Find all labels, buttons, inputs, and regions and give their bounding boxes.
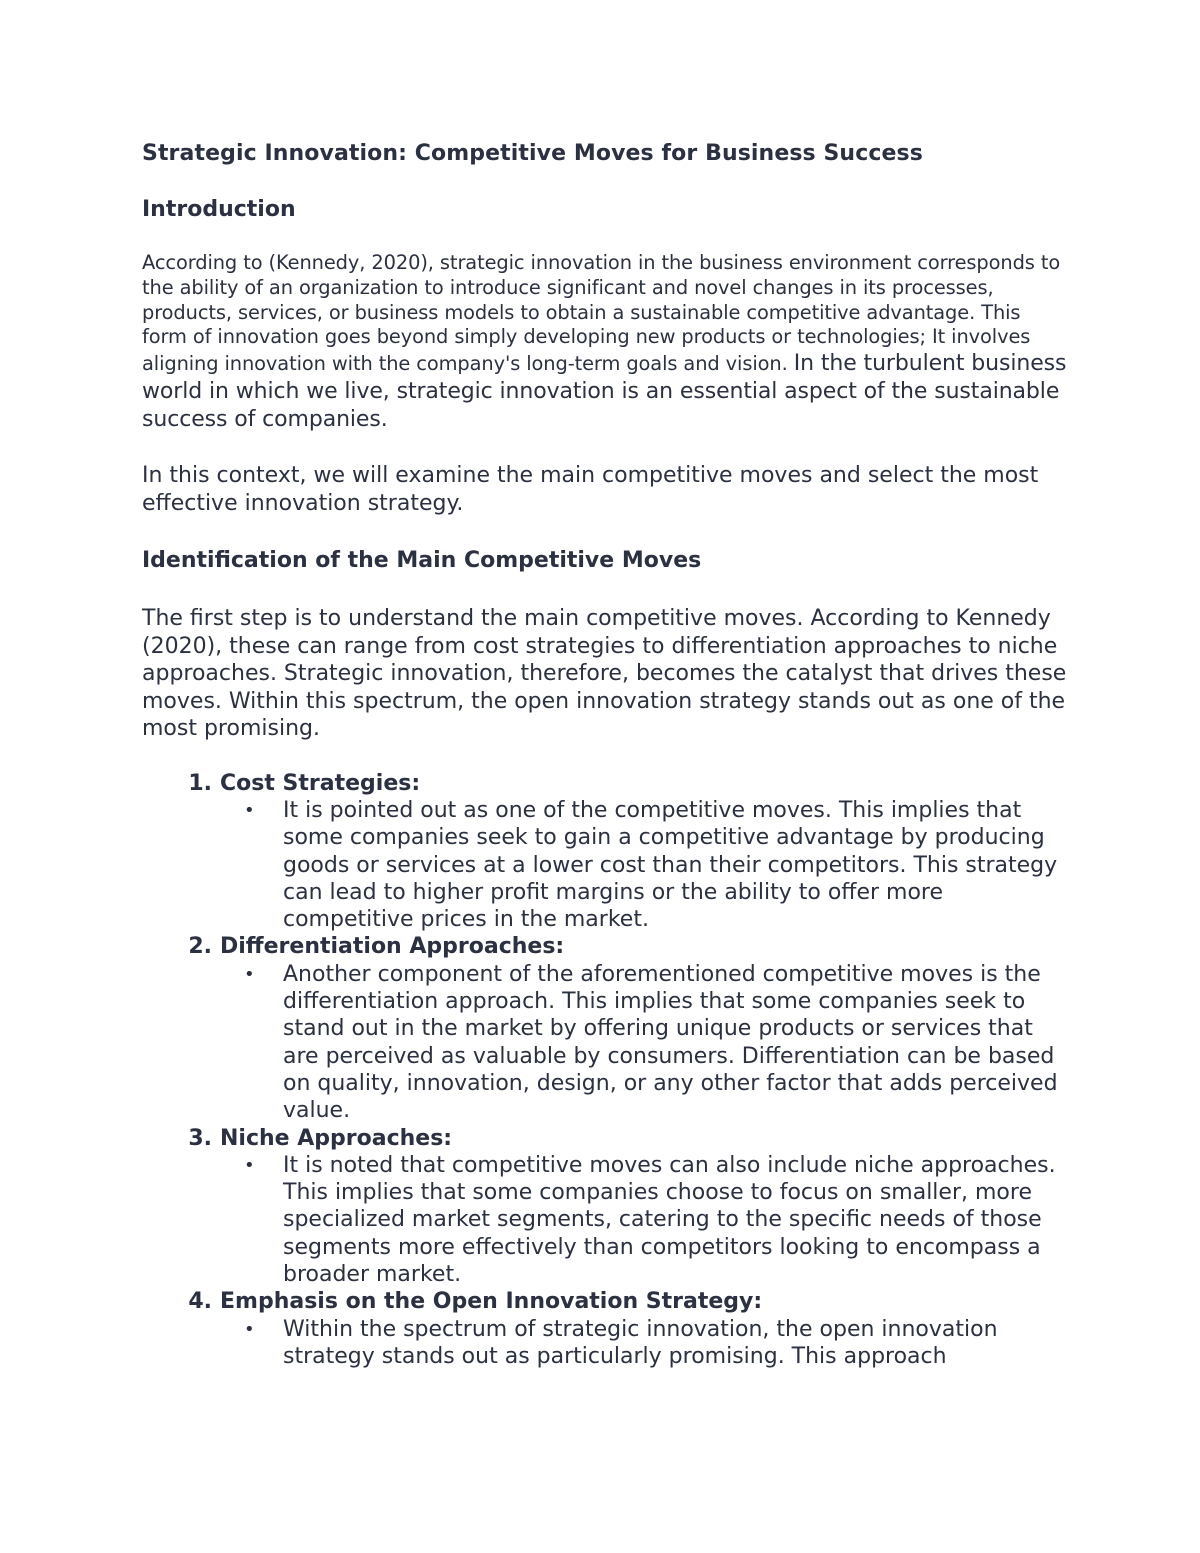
context-paragraph: In this context, we will examine the main competitive moves and select the most effective innovation strategy. xyxy=(142,463,1039,516)
sub-list xyxy=(142,961,1067,1125)
sub-list-item xyxy=(142,1316,1067,1371)
sub-list-item xyxy=(142,961,1067,1125)
sub-list-item xyxy=(142,797,1067,933)
list-item-title: Niche Approaches: xyxy=(220,1125,453,1151)
identification-paragraph: The first step is to understand the main competitive moves. According to Kennedy (2020), these can range from cost strategies to differentiation approaches to niche approaches. Strategic innovation, therefore, becomes the catalyst that drives these moves. Within this spectrum, the open innovation strategy stands out as one of the most promising. xyxy=(142,606,1067,742)
list-number: 3. xyxy=(188,1125,212,1151)
bullet-icon: • xyxy=(244,1318,255,1340)
introduction-heading: Introduction xyxy=(142,197,296,222)
sub-list-text: Another component of the aforementioned competitive moves is the differentiation approach. This implies that some companies seek to stand out in the market by offering unique products or services that are perceived as valuable by consumers. Differentiation can be based on quality, innovation, design, or any other factor that adds perceived value. xyxy=(283,961,1058,1124)
identification-heading: Identification of the Main Competitive Moves xyxy=(142,548,702,574)
sub-list-text: It is noted that competitive moves can also include niche approaches. This implies that some companies choose to focus on smaller, more specialized market segments, catering to the specific needs of those segments more effectively than competitors looking to encompass a broader market. xyxy=(283,1152,1056,1288)
competitive-moves-list xyxy=(142,770,1067,1371)
introduction-text-small: According to (Kennedy, 2020), strategic innovation in the business environment corresponds to the ability of an organization to introduce significant and novel changes in its processes, products, services, or business models to obtain a sustainable competitive advantage. This form of innovation goes beyond simply developing new products or technologies; It involves aligning innovation with the company's long-term goals and vision. xyxy=(142,251,1061,376)
document-page xyxy=(142,138,1067,1370)
sub-list xyxy=(142,1152,1067,1288)
sub-list-text: Within the spectrum of strategic innovation, the open innovation strategy stands out as particularly promising. This approach xyxy=(283,1316,998,1369)
list-number: 4. xyxy=(188,1289,212,1315)
list-item-title: Emphasis on the Open Innovation Strategy: xyxy=(220,1289,763,1315)
list-item-title: Cost Strategies: xyxy=(220,770,421,796)
list-item xyxy=(142,770,1067,934)
list-item xyxy=(142,1288,1067,1370)
sub-list-text: It is pointed out as one of the competitive moves. This implies that some companies seek to gain a competitive advantage by producing goods or services at a lower cost than their competitors. This strategy can lead to higher profit margins or the ability to offer more competitive prices in the market. xyxy=(283,797,1058,933)
bullet-icon: • xyxy=(244,1154,255,1176)
sub-list xyxy=(142,797,1067,933)
sub-list xyxy=(142,1316,1067,1371)
bullet-icon: • xyxy=(244,963,255,985)
list-item-title: Differentiation Approaches: xyxy=(220,934,565,960)
list-item xyxy=(142,933,1067,1124)
sub-list-item xyxy=(142,1152,1067,1288)
document-title: Strategic Innovation: Competitive Moves for Business Success xyxy=(142,141,923,166)
introduction-paragraph xyxy=(142,251,1067,434)
list-item xyxy=(142,1125,1067,1289)
list-number: 2. xyxy=(188,934,212,960)
introduction-text-large: In the turbulent business world in which we live, strategic innovation is an essential aspect of the sustainable success of companies. xyxy=(142,351,1067,433)
bullet-icon: • xyxy=(244,799,255,821)
list-number: 1. xyxy=(188,770,212,796)
